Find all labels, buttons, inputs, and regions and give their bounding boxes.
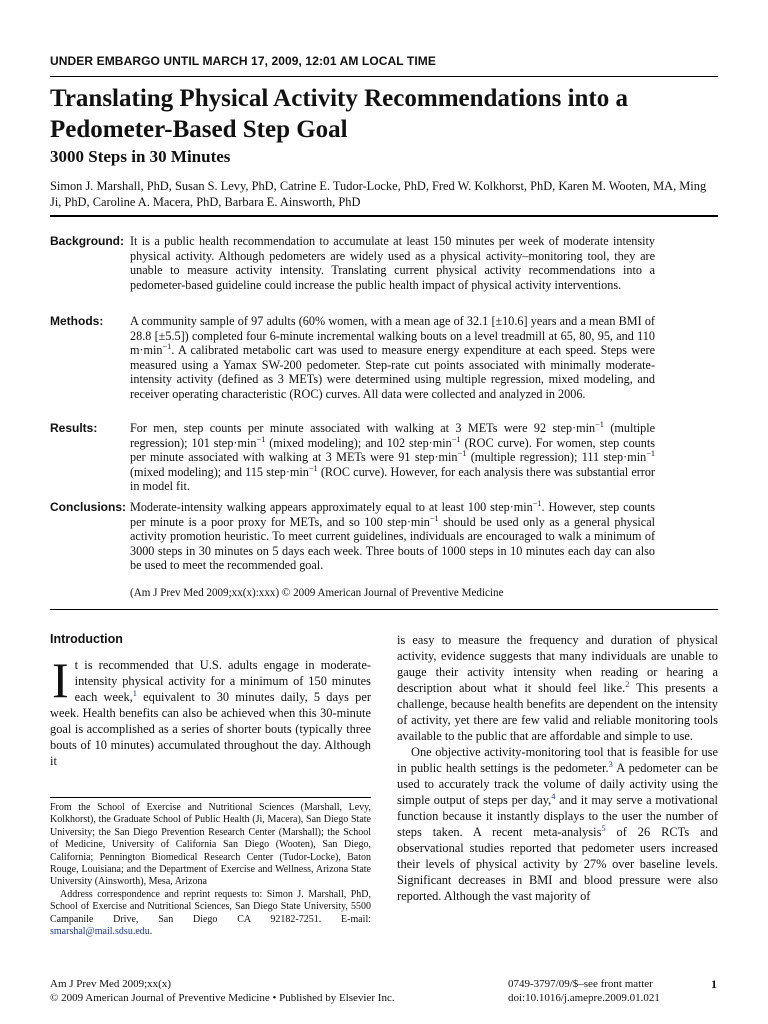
abstract-label: Methods: [50, 314, 104, 328]
page-number: 1 [711, 977, 717, 991]
article-title: Translating Physical Activity Recommendations into a Pedometer-Based Step Goal [50, 85, 629, 143]
author-list: Simon J. Marshall, PhD, Susan S. Levy, PhD, Catrine E. Tudor-Locke, PhD, Fred W. Kolkhorst, PhD, Karen M. Wooten, MA, Ming Ji, PhD, Caroline A. Macera, PhD, Barbara E. Ainsworth, PhD [50, 179, 707, 209]
reference-link[interactable]: 3 [608, 758, 613, 769]
footer-left [50, 977, 395, 1005]
body-column-left: It is recommended that U.S. adults engage in moderate-intensity physical activity for a minimum of 150 minutes each week,$^1$ equivalent to 30 minutes daily, 5 days per week. Health benefits can also be achieved when this 30-minute goal is accomplished as a series of shorter bouts (typically three bouts of 10 minutes) accumulated throughout the day. Although it [50, 652, 371, 768]
email-link[interactable]: smarshal@mail.sdsu.edu [50, 926, 150, 938]
article-subtitle: 3000 Steps in 30 Minutes [50, 147, 231, 166]
paragraph: One objective activity-monitoring tool that is feasible for use in public health settings is the pedometer.$^3$ A pedometer can be used to accurately track the volume of daily activity using the simple output of steps per day,$^4$ and it may serve a motivational function because it instantly displays to the user the number of steps taken. A recent meta-analysis$^5$ of 26 RCTs and observational studies reported that pedometer users increased their levels of physical activity by 27% over baseline levels. Significant decreases in BMI and blood pressure were also reported. Although the vast majority of [397, 745, 719, 903]
reference-link[interactable]: 4 [551, 790, 556, 801]
footnote-divider [50, 797, 371, 798]
footnotes [50, 802, 371, 938]
issn: 0749-3797/09/$–see front matter [508, 978, 653, 990]
footer-right [508, 977, 660, 1005]
body-column-right [397, 632, 718, 904]
reference-link[interactable]: 1 [132, 687, 137, 698]
paragraph: is easy to measure the frequency and duration of physical activity, evidence suggests that many individuals are unable to gauge their activity intensity when reading or hearing a description about what it should feel like.$^2$ This presents a challenge, because health benefits are dependent on the intensity of activity, yet there are few valid and reliable monitoring tools available to the public that are affordable and simple to use. [397, 633, 719, 743]
reference-link[interactable]: 5 [601, 822, 606, 833]
abstract-citation: (Am J Prev Med 2009;xx(x):xxx) © 2009 American Journal of Preventive Medicine [130, 587, 504, 599]
abstract-label: Background: [50, 234, 125, 248]
embargo-notice: UNDER EMBARGO UNTIL MARCH 17, 2009, 12:01 AM LOCAL TIME [50, 54, 437, 68]
copyright: © 2009 American Journal of Preventive Medicine • Published by Elsevier Inc. [50, 992, 395, 1004]
drop-cap: I [52, 652, 69, 708]
abstract-label: Conclusions: [50, 500, 127, 514]
abstract-text: A community sample of 97 adults (60% women, with a mean age of 32.1 [±10.6] years and a mean BMI of 28.8 [±5.5]) completed four 6-minute incremental walking bouts on a level treadmill at 65, 80, 95, and 110 $m\cdot\min^{-1}$. A calibrated metabolic cart was used to measure energy expenditure at each speed. Steps were measured using a Yamax SW-200 pedometer. Step-rate cut points associated with minimally moderate-intensity activity (defined as 3 METs) were determined using multiple regression, mixed modeling, and receiver operating characteristic (ROC) curves. All data were collected and analyzed in 2006. [130, 314, 655, 401]
section-heading: Introduction [50, 632, 123, 646]
top-divider [50, 76, 718, 77]
abstract-text: For men, step counts per minute associated with walking at 3 METs were 92 $step\cdot\min^{-1}$ (multiple regression); 101 $step\cdot\min^{-1}$ (mixed modeling); and 102 $step\cdot\min^{-1}$ (ROC curve). For women, step counts per minute associated with walking at 3 METs were 91 $step\cdot\min^{-1}$ (multiple regression); 111 $step\cdot\min^{-1}$ (mixed modeling); and 115 $step\cdot\min^{-1}$ (ROC curve). However, for each analysis there was substantial error in model fit. [130, 419, 656, 494]
reference-link[interactable]: 2 [625, 678, 630, 689]
affiliations: From the School of Exercise and Nutritional Sciences (Marshall, Levy, Kolkhorst), the Graduate School of Public Health (Ji, Macera), San Diego State University; the San Diego Prevention Research Center (Marshall); the School of Medicine, University of California San Diego (Wooten), San Diego, California; Pennington Biomedical Research Center (Tudor-Locke), Baton Rouge, Louisiana; and the Department of Exercise and Wellness, Arizona State University (Ainsworth), Mesa, Arizona [50, 802, 371, 888]
abstract-label: Results: [50, 421, 98, 435]
header-divider [50, 215, 718, 217]
abstract-divider [50, 609, 718, 610]
abstract-text: Moderate-intensity walking appears approximately equal to at least 100 $step\cdot\min^{-1}$. However, step counts per minute is a poor proxy for METs, and so 100 $step\cdot\min^{-1}$ should be used only as a general physical activity promotion heuristic. To meet current guidelines, individuals are encouraged to walk a minimum of 3000 steps in 30 minutes on 5 days each week. Three bouts of 1000 steps in 10 minutes each day can also be used to meet the recommended goal. [130, 498, 655, 573]
doi: doi:10.1016/j.amepre.2009.01.021 [508, 992, 660, 1004]
journal-ref: Am J Prev Med 2009;xx(x) [50, 978, 171, 990]
correspondence: Address correspondence and reprint requests to: Simon J. Marshall, PhD, School of Exercise and Nutritional Sciences, San Diego State University, 5500 Campanile Drive, San Diego CA 92182-7251. E-mail: smarshal@mail.sdsu.edu. [50, 888, 371, 938]
abstract-text: It is a public health recommendation to accumulate at least 150 minutes per week of moderate intensity physical activity. Although pedometers are widely used as a physical activity–monitoring tool, they are unable to measure activity intensity. Translating current physical activity recommendations into a pedometer-based guideline could increase the public health impact of physical activity interventions. [130, 234, 655, 292]
